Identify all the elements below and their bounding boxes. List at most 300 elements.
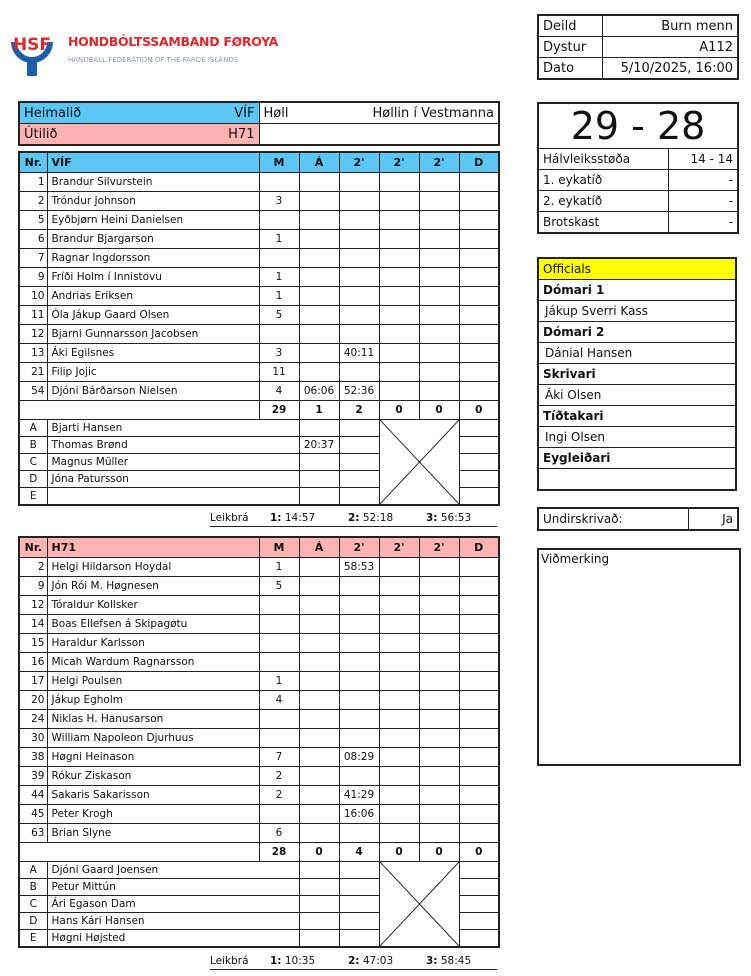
score-row	[538, 212, 738, 234]
player-stat	[299, 729, 339, 748]
totals-blank	[47, 843, 259, 862]
score-value: 14 - 14	[668, 149, 738, 170]
staff-stat	[459, 896, 499, 913]
staff-stat	[299, 862, 339, 879]
total-value: 0	[379, 843, 419, 862]
player-stat	[459, 230, 499, 249]
player-stat	[339, 306, 379, 325]
player-stat	[259, 211, 299, 230]
player-number: 45	[19, 805, 47, 824]
player-number: 54	[19, 382, 47, 401]
player-stat	[419, 577, 459, 596]
score-label: Hálvleiksstøða	[538, 149, 668, 170]
timeout-time: 56:53	[440, 512, 472, 524]
away-team-cell	[19, 124, 259, 146]
player-stat	[459, 363, 499, 382]
player-stat	[459, 672, 499, 691]
away-label: Útilið	[24, 126, 58, 142]
player-stat	[379, 249, 419, 268]
player-stat	[339, 634, 379, 653]
col-team: VÍF	[47, 152, 259, 173]
player-stat	[459, 748, 499, 767]
staff-stat	[339, 879, 379, 896]
player-stat	[299, 634, 339, 653]
cross-mark	[380, 862, 459, 946]
player-stat	[459, 192, 499, 211]
player-stat	[379, 786, 419, 805]
player-number: 15	[19, 634, 47, 653]
logo-subtitle: HANDBALL FEDERATION OF THE FAROE ISLANDS	[68, 56, 239, 64]
info-row	[538, 58, 738, 80]
player-stat	[379, 672, 419, 691]
player-stat: 41:29	[339, 786, 379, 805]
player-stat	[419, 672, 459, 691]
col-header: 2'	[419, 152, 459, 173]
player-stat	[379, 653, 419, 672]
player-stat	[299, 287, 339, 306]
player-stat	[299, 306, 339, 325]
player-stat	[339, 363, 379, 382]
player-number: 13	[19, 344, 47, 363]
timeout-time: 52:18	[362, 512, 394, 524]
staff-stat	[299, 896, 339, 913]
player-row	[19, 325, 499, 344]
staff-name	[47, 488, 299, 506]
away-timeouts	[210, 955, 497, 970]
player-number: 21	[19, 363, 47, 382]
teams-header	[18, 101, 500, 146]
staff-stat	[459, 488, 499, 506]
score-label: 1. eykatíð	[538, 170, 668, 191]
player-stat	[459, 596, 499, 615]
crossed-out-cells	[379, 420, 459, 506]
total-value: 28	[259, 843, 299, 862]
player-row	[19, 268, 499, 287]
logo-title: HONDBÓLTSSAMBAND FØROYA	[68, 34, 279, 49]
player-stat	[259, 325, 299, 344]
staff-stat	[459, 471, 499, 488]
official-name: Dánial Hansen	[538, 343, 736, 364]
player-stat	[459, 805, 499, 824]
staff-stat	[299, 913, 339, 930]
official-role: Dómari 1	[538, 280, 736, 301]
player-stat	[459, 615, 499, 634]
totals-blank	[19, 401, 47, 420]
timeout-number: 1:	[270, 512, 282, 524]
staff-stat	[459, 879, 499, 896]
col-header: Á	[299, 537, 339, 558]
official-role: Eygleiðari	[538, 448, 736, 469]
player-stat	[299, 691, 339, 710]
player-stat	[459, 173, 499, 192]
player-row	[19, 192, 499, 211]
player-stat: 16:06	[339, 805, 379, 824]
player-stat	[299, 615, 339, 634]
player-stat	[339, 691, 379, 710]
staff-name: Djóni Gaard Joensen	[47, 862, 299, 879]
player-number: 12	[19, 596, 47, 615]
player-stat	[299, 192, 339, 211]
player-row	[19, 767, 499, 786]
player-name: Brandur Bjargarson	[47, 230, 259, 249]
player-stat	[299, 249, 339, 268]
total-value: 29	[259, 401, 299, 420]
player-row	[19, 577, 499, 596]
timeouts-label: Leikbrá	[210, 955, 249, 967]
player-number: 20	[19, 691, 47, 710]
player-stat: 40:11	[339, 344, 379, 363]
player-name: Andrias Eriksen	[47, 287, 259, 306]
player-stat	[379, 344, 419, 363]
away-team: H71	[228, 126, 255, 142]
staff-name: Ári Egason Dam	[47, 896, 299, 913]
player-stat	[299, 653, 339, 672]
player-stat: 4	[259, 691, 299, 710]
staff-stat	[459, 454, 499, 471]
player-stat: 2	[259, 767, 299, 786]
player-stat	[299, 344, 339, 363]
official-name: Jákup Sverri Kass	[538, 301, 736, 322]
player-stat: 2	[259, 786, 299, 805]
player-stat	[419, 344, 459, 363]
player-stat: 3	[259, 192, 299, 211]
timeout-entry	[426, 955, 471, 967]
timeout-entry	[270, 512, 315, 524]
timeout-entry	[270, 955, 315, 967]
player-stat	[299, 211, 339, 230]
player-stat	[459, 691, 499, 710]
player-stat	[299, 824, 339, 843]
remarks-box[interactable]	[537, 548, 741, 766]
player-stat	[459, 786, 499, 805]
info-label: Dystur	[538, 37, 602, 58]
staff-letter: C	[19, 454, 47, 471]
player-name: William Napoleon Djurhuus	[47, 729, 259, 748]
score-label: 2. eykatíð	[538, 191, 668, 212]
staff-name: Petur Mittún	[47, 879, 299, 896]
player-stat: 5	[259, 577, 299, 596]
staff-stat	[339, 420, 379, 437]
staff-name: Høgni Højsted	[47, 930, 299, 948]
player-stat	[379, 615, 419, 634]
player-name: Eyðbjørn Heini Danielsen	[47, 211, 259, 230]
match-info	[537, 14, 739, 80]
player-name: Peter Krogh	[47, 805, 259, 824]
player-stat	[419, 748, 459, 767]
player-name: Micah Wardum Ragnarsson	[47, 653, 259, 672]
player-stat	[379, 748, 419, 767]
player-stat	[459, 287, 499, 306]
timeout-entry	[348, 955, 393, 967]
player-stat	[379, 558, 419, 577]
total-value: 4	[339, 843, 379, 862]
cross-mark	[380, 420, 459, 504]
staff-stat	[299, 930, 339, 948]
venue: Høllin í Vestmanna	[372, 105, 494, 121]
player-stat: 7	[259, 748, 299, 767]
player-stat	[379, 634, 419, 653]
info-value: A112	[602, 37, 738, 58]
staff-name: Magnus Müller	[47, 454, 299, 471]
home-team-table	[18, 151, 500, 506]
player-stat: 4	[259, 382, 299, 401]
player-stat	[379, 230, 419, 249]
player-stat	[419, 306, 459, 325]
player-stat: 52:36	[339, 382, 379, 401]
staff-stat	[339, 488, 379, 506]
player-stat	[339, 230, 379, 249]
player-stat	[339, 653, 379, 672]
player-stat	[419, 691, 459, 710]
player-stat	[339, 249, 379, 268]
player-stat	[339, 729, 379, 748]
player-stat	[299, 325, 339, 344]
player-stat	[339, 192, 379, 211]
info-row	[538, 15, 738, 37]
total-value: 2	[339, 401, 379, 420]
player-stat	[419, 729, 459, 748]
staff-name: Bjarti Hansen	[47, 420, 299, 437]
staff-letter: C	[19, 896, 47, 913]
staff-stat	[339, 862, 379, 879]
staff-letter: E	[19, 488, 47, 506]
player-row	[19, 672, 499, 691]
player-number: 14	[19, 615, 47, 634]
score-label: Brotskast	[538, 212, 668, 234]
home-timeouts	[210, 512, 497, 527]
player-stat	[339, 268, 379, 287]
player-stat	[459, 558, 499, 577]
player-row	[19, 344, 499, 363]
player-stat	[459, 729, 499, 748]
player-stat	[419, 596, 459, 615]
info-row	[538, 37, 738, 58]
player-stat: 5	[259, 306, 299, 325]
player-stat	[459, 268, 499, 287]
player-name: Brandur Silvurstein	[47, 173, 259, 192]
player-name: Rókur Ziskason	[47, 767, 259, 786]
player-row	[19, 805, 499, 824]
player-number: 12	[19, 325, 47, 344]
player-name: Boas Ellefsen á Skipagøtu	[47, 615, 259, 634]
player-row	[19, 634, 499, 653]
player-stat	[419, 249, 459, 268]
score-row	[538, 170, 738, 191]
player-row	[19, 824, 499, 843]
staff-letter: D	[19, 913, 47, 930]
staff-letter: D	[19, 471, 47, 488]
col-nr: Nr.	[19, 152, 47, 173]
player-stat	[459, 710, 499, 729]
player-stat	[459, 767, 499, 786]
home-team-cell	[19, 102, 259, 124]
total-value: 1	[299, 401, 339, 420]
staff-row	[19, 862, 499, 879]
player-stat	[459, 325, 499, 344]
player-name: Haraldur Karlsson	[47, 634, 259, 653]
staff-stat	[339, 896, 379, 913]
player-stat	[379, 596, 419, 615]
signed-value: Ja	[688, 508, 738, 530]
player-stat	[379, 729, 419, 748]
total-value: 0	[419, 843, 459, 862]
final-score: 29 - 28	[538, 103, 738, 149]
player-stat	[339, 325, 379, 344]
player-number: 38	[19, 748, 47, 767]
score-row	[538, 191, 738, 212]
total-value: 0	[459, 401, 499, 420]
player-stat	[419, 192, 459, 211]
player-stat	[459, 249, 499, 268]
player-stat	[259, 634, 299, 653]
away-team-table	[18, 536, 500, 948]
player-row	[19, 287, 499, 306]
staff-stat	[339, 913, 379, 930]
player-row	[19, 382, 499, 401]
totals-row	[19, 401, 499, 420]
staff-stat	[339, 454, 379, 471]
player-stat	[419, 211, 459, 230]
player-row	[19, 653, 499, 672]
player-number: 16	[19, 653, 47, 672]
player-number: 63	[19, 824, 47, 843]
player-stat	[379, 268, 419, 287]
player-stat: 1	[259, 268, 299, 287]
player-stat	[299, 268, 339, 287]
player-stat	[419, 767, 459, 786]
player-stat	[419, 653, 459, 672]
signed-box	[537, 507, 739, 531]
player-stat	[459, 382, 499, 401]
player-stat	[419, 615, 459, 634]
totals-blank	[19, 843, 47, 862]
player-row	[19, 710, 499, 729]
player-stat	[419, 230, 459, 249]
staff-stat	[459, 420, 499, 437]
player-number: 17	[19, 672, 47, 691]
timeout-number: 2:	[348, 955, 360, 967]
player-stat	[379, 211, 419, 230]
player-name: Áki Egilsnes	[47, 344, 259, 363]
player-stat	[379, 173, 419, 192]
player-number: 9	[19, 577, 47, 596]
player-stat	[299, 786, 339, 805]
player-stat	[419, 558, 459, 577]
player-row	[19, 786, 499, 805]
score-value: -	[668, 191, 738, 212]
staff-stat	[299, 879, 339, 896]
player-stat	[339, 710, 379, 729]
player-stat	[419, 287, 459, 306]
player-row	[19, 558, 499, 577]
staff-stat	[339, 471, 379, 488]
player-stat	[419, 268, 459, 287]
officials-box	[537, 257, 737, 491]
player-stat	[379, 382, 419, 401]
player-stat: 1	[259, 230, 299, 249]
player-stat: 08:29	[339, 748, 379, 767]
player-stat	[299, 672, 339, 691]
player-row	[19, 230, 499, 249]
col-header: D	[459, 537, 499, 558]
player-stat	[259, 710, 299, 729]
player-stat	[259, 596, 299, 615]
player-stat	[299, 748, 339, 767]
table-header	[19, 152, 499, 173]
staff-stat	[299, 454, 339, 471]
col-header: 2'	[419, 537, 459, 558]
player-number: 1	[19, 173, 47, 192]
info-label: Dato	[538, 58, 602, 80]
staff-stat	[459, 930, 499, 948]
player-name: Tróndur Johnson	[47, 192, 259, 211]
staff-letter: B	[19, 437, 47, 454]
player-stat	[419, 363, 459, 382]
player-number: 6	[19, 230, 47, 249]
player-name: Bjarni Gunnarsson Jacobsen	[47, 325, 259, 344]
player-row	[19, 173, 499, 192]
player-number: 10	[19, 287, 47, 306]
staff-stat	[299, 488, 339, 506]
player-stat	[259, 615, 299, 634]
player-row	[19, 249, 499, 268]
home-label: Heimalið	[24, 105, 82, 121]
player-stat	[339, 287, 379, 306]
col-header: M	[259, 537, 299, 558]
player-name: Helgi Hildarson Hoydal	[47, 558, 259, 577]
player-stat	[419, 824, 459, 843]
player-stat	[299, 577, 339, 596]
player-name: Sakaris Sakarisson	[47, 786, 259, 805]
home-team: VÍF	[234, 105, 255, 121]
player-stat: 1	[259, 672, 299, 691]
signed-label: Undirskrivað:	[538, 508, 688, 530]
official-role: Skrivari	[538, 364, 736, 385]
player-stat	[459, 653, 499, 672]
hsf-logo-mark	[8, 20, 56, 78]
timeout-time: 10:35	[284, 955, 316, 967]
table-header	[19, 537, 499, 558]
player-stat	[459, 824, 499, 843]
player-row	[19, 691, 499, 710]
timeout-time: 47:03	[362, 955, 394, 967]
player-stat	[419, 786, 459, 805]
player-stat	[299, 596, 339, 615]
staff-row	[19, 420, 499, 437]
player-stat	[379, 287, 419, 306]
player-number: 11	[19, 306, 47, 325]
player-stat	[339, 596, 379, 615]
total-value: 0	[379, 401, 419, 420]
info-value: 5/10/2025, 16:00	[602, 58, 738, 80]
player-stat	[299, 767, 339, 786]
player-stat	[259, 249, 299, 268]
staff-stat	[339, 437, 379, 454]
player-row	[19, 306, 499, 325]
timeout-number: 2:	[348, 512, 360, 524]
player-number: 2	[19, 192, 47, 211]
player-stat	[339, 173, 379, 192]
col-nr: Nr.	[19, 537, 47, 558]
player-stat	[339, 615, 379, 634]
crossed-out-cells	[379, 862, 459, 948]
player-stat	[459, 344, 499, 363]
player-stat	[419, 805, 459, 824]
total-value: 0	[299, 843, 339, 862]
col-header: 2'	[379, 537, 419, 558]
timeout-number: 3:	[426, 955, 438, 967]
staff-stat: 20:37	[299, 437, 339, 454]
